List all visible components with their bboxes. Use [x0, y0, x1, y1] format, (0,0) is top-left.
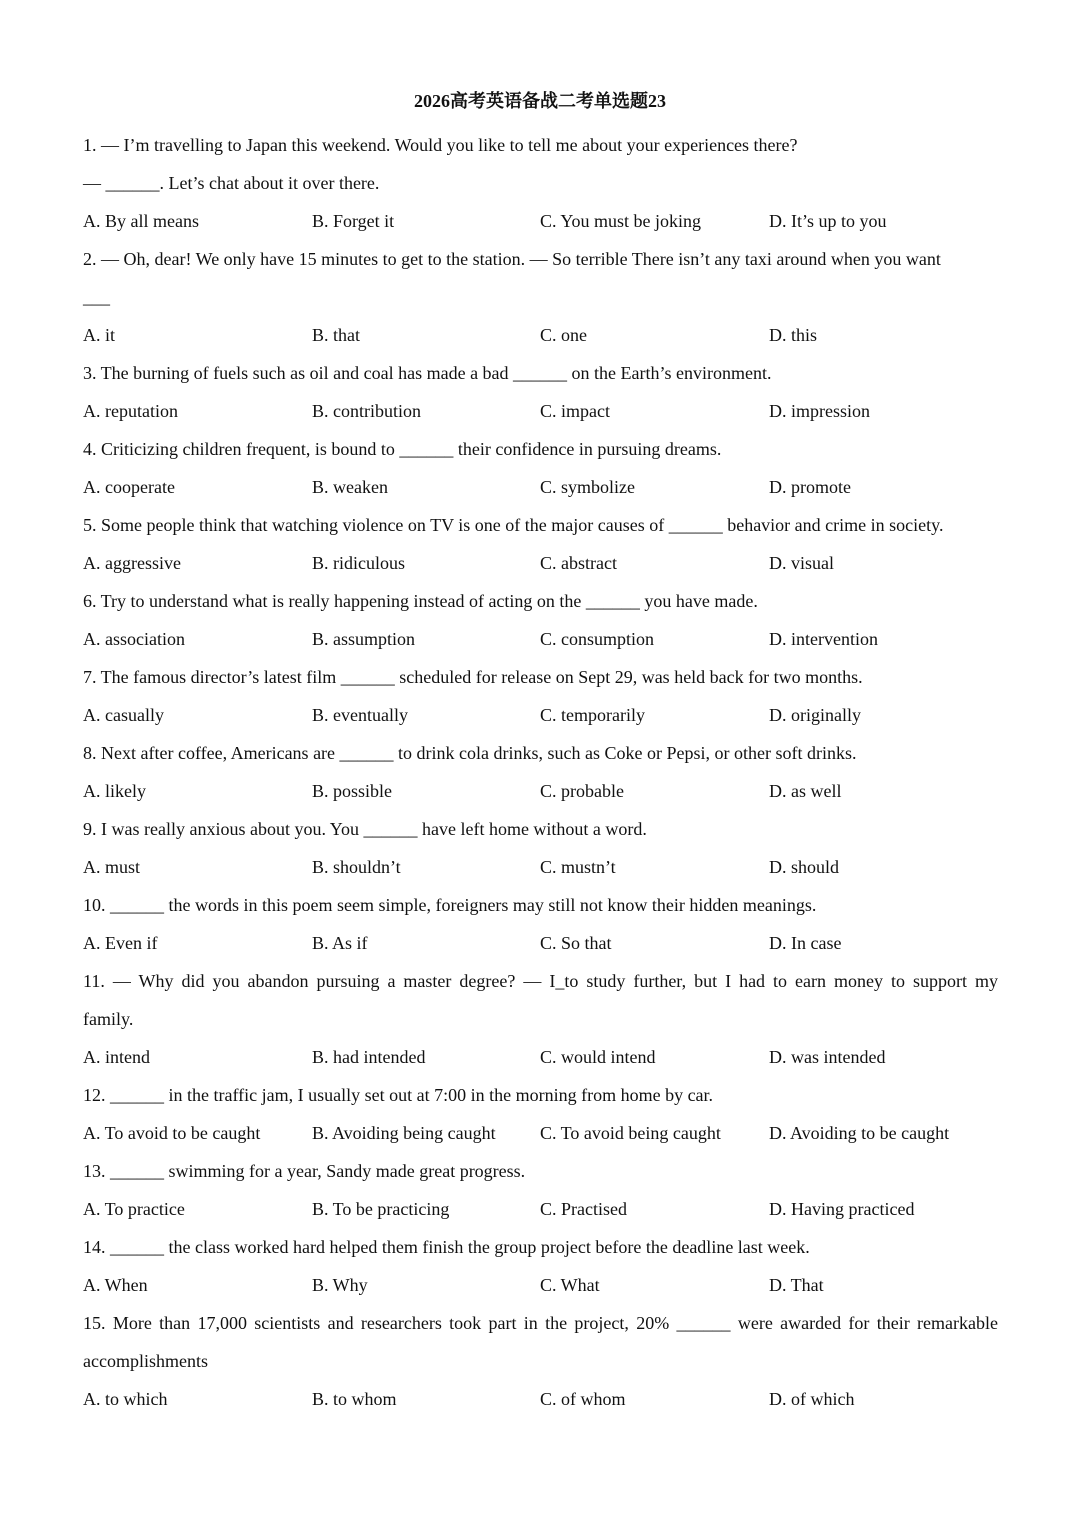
question-1-stem-line-1: 1. — I’m travelling to Japan this weekend. Would you like to tell me about your experiences there?	[83, 135, 798, 155]
option-b: B. possible	[312, 781, 393, 801]
question-14-stem: 14. ______ the class worked hard helped them finish the group project before the deadline last week.	[83, 1237, 810, 1257]
option-b: B. Avoiding being caught	[312, 1123, 496, 1143]
option-a: A. aggressive	[83, 553, 181, 573]
option-a: A. must	[83, 857, 141, 877]
option-b: B. to whom	[312, 1389, 397, 1409]
option-c: C. impact	[540, 401, 610, 421]
question-3-options	[83, 398, 998, 424]
question-11-stem-line-1: 11. — Why did you abandon pursuing a master degree? — I_to study further, but I had to earn money to support my	[83, 971, 998, 991]
option-d: D. It’s up to you	[769, 211, 887, 231]
option-a: A. When	[83, 1275, 148, 1295]
option-a: A. reputation	[83, 401, 178, 421]
option-d: D. visual	[769, 553, 834, 573]
question-11-stem-line-2: family.	[83, 1009, 134, 1029]
option-c: C. temporarily	[540, 705, 645, 725]
option-a: A. casually	[83, 705, 164, 725]
option-c: C. Practised	[540, 1199, 627, 1219]
question-2-options	[83, 322, 998, 348]
option-d: D. as well	[769, 781, 842, 801]
question-2-stem-line-1: 2. — Oh, dear! We only have 15 minutes to get to the station. — So terrible There isn’t any taxi around when you want	[83, 249, 941, 269]
option-d: D. Having practiced	[769, 1199, 915, 1219]
option-c: C. consumption	[540, 629, 655, 649]
option-b: B. eventually	[312, 705, 408, 725]
option-b: B. As if	[312, 933, 368, 953]
option-b: B. ridiculous	[312, 553, 405, 573]
option-a: A. association	[83, 629, 185, 649]
question-8-options	[83, 778, 998, 804]
option-a: A. intend	[83, 1047, 150, 1067]
option-c: C. abstract	[540, 553, 617, 573]
question-4-stem: 4. Criticizing children frequent, is bound to ______ their confidence in pursuing dreams.	[83, 439, 722, 459]
question-10-options	[83, 930, 998, 956]
question-15-options	[83, 1386, 998, 1412]
question-2-stem-line-2: ___	[83, 287, 110, 307]
option-d: D. was intended	[769, 1047, 886, 1067]
option-c: C. probable	[540, 781, 624, 801]
option-c: C. You must be joking	[540, 211, 702, 231]
option-c: C. symbolize	[540, 477, 635, 497]
question-4-options	[83, 474, 998, 500]
question-3-stem: 3. The burning of fuels such as oil and coal has made a bad ______ on the Earth’s environment.	[83, 363, 772, 383]
option-a: A. cooperate	[83, 477, 175, 497]
question-11-options	[83, 1044, 998, 1070]
option-a: A. Even if	[83, 933, 158, 953]
question-1-options	[83, 208, 998, 234]
question-5-options	[83, 550, 998, 576]
option-a: A. to which	[83, 1389, 168, 1409]
option-b: B. shouldn’t	[312, 857, 401, 877]
question-1-stem-line-2: — ______. Let’s chat about it over there.	[83, 173, 380, 193]
option-b: B. Why	[312, 1275, 368, 1295]
page-title: 2026高考英语备战二考单选题23	[414, 91, 666, 111]
option-d: D. should	[769, 857, 840, 877]
question-15-stem-line-2: accomplishments	[83, 1351, 208, 1371]
option-b: B. had intended	[312, 1047, 426, 1067]
option-d: D. promote	[769, 477, 851, 497]
option-a: A. likely	[83, 781, 146, 801]
option-d: D. originally	[769, 705, 861, 725]
question-7-options	[83, 702, 998, 728]
question-12-stem: 12. ______ in the traffic jam, I usually set out at 7:00 in the morning from home by car.	[83, 1085, 714, 1105]
question-7-stem: 7. The famous director’s latest film ______ scheduled for release on Sept 29, was held back for two months.	[83, 667, 863, 687]
option-d: D. this	[769, 325, 818, 345]
option-a: A. By all means	[83, 211, 199, 231]
question-13-options	[83, 1196, 998, 1222]
option-c: C. To avoid being caught	[540, 1123, 721, 1143]
option-c: C. What	[540, 1275, 600, 1295]
option-b: B. assumption	[312, 629, 416, 649]
option-b: B. contribution	[312, 401, 421, 421]
question-9-options	[83, 854, 998, 880]
option-d: D. impression	[769, 401, 870, 421]
option-b: B. that	[312, 325, 360, 345]
question-14-options	[83, 1272, 998, 1298]
option-d: D. In case	[769, 933, 842, 953]
option-d: D. intervention	[769, 629, 878, 649]
question-9-stem: 9. I was really anxious about you. You ______ have left home without a word.	[83, 819, 647, 839]
option-d: D. of which	[769, 1389, 855, 1409]
option-d: D. That	[769, 1275, 824, 1295]
question-15-stem-line-1: 15. More than 17,000 scientists and researchers took part in the project, 20% ______ were awarded for their remarkable	[83, 1313, 998, 1333]
option-a: A. To avoid to be caught	[83, 1123, 261, 1143]
option-d: D. Avoiding to be caught	[769, 1123, 950, 1143]
question-6-stem: 6. Try to understand what is really happening instead of acting on the ______ you have made.	[83, 591, 758, 611]
option-c: C. one	[540, 325, 587, 345]
option-c: C. So that	[540, 933, 612, 953]
option-c: C. would intend	[540, 1047, 656, 1067]
option-c: C. mustn’t	[540, 857, 616, 877]
option-a: A. it	[83, 325, 116, 345]
question-8-stem: 8. Next after coffee, Americans are ______ to drink cola drinks, such as Coke or Pepsi, or other soft drinks.	[83, 743, 857, 763]
option-b: B. Forget it	[312, 211, 395, 231]
question-6-options	[83, 626, 998, 652]
option-c: C. of whom	[540, 1389, 626, 1409]
question-5-stem: 5. Some people think that watching violence on TV is one of the major causes of ______ behavior and crime in society.	[83, 515, 944, 535]
option-a: A. To practice	[83, 1199, 185, 1219]
option-b: B. To be practicing	[312, 1199, 450, 1219]
question-12-options	[83, 1120, 998, 1146]
question-13-stem: 13. ______ swimming for a year, Sandy made great progress.	[83, 1161, 526, 1181]
question-10-stem: 10. ______ the words in this poem seem simple, foreigners may still not know their hidden meanings.	[83, 895, 817, 915]
option-b: B. weaken	[312, 477, 388, 497]
